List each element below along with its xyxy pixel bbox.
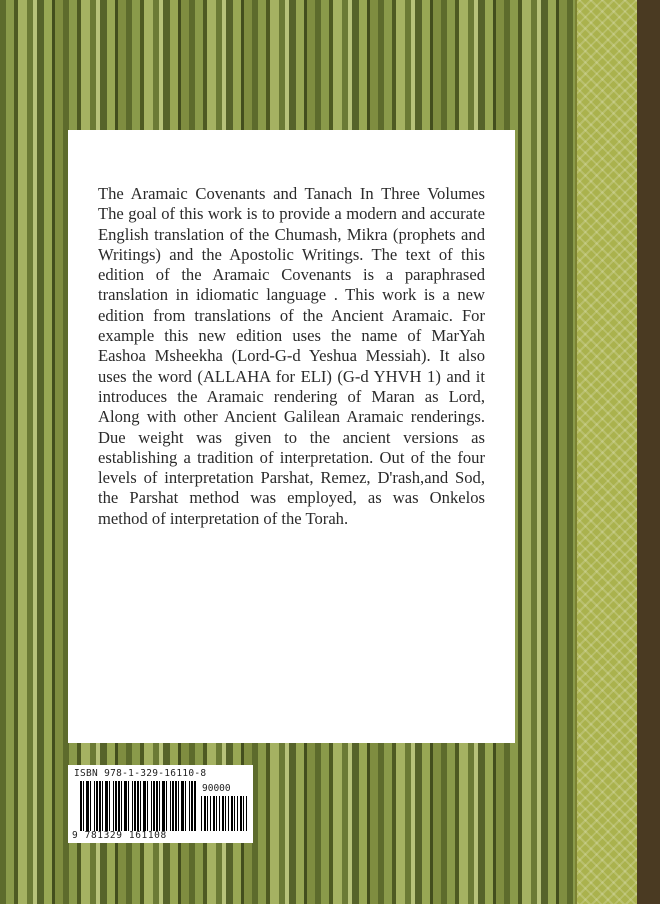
price-code: 90000 [202,783,231,794]
back-cover-blurb: The Aramaic Covenants and Tanach In Three Volumes The goal of this work is to provide a modern and accurate English translation of the Chumash, Mikra (prophets and Writings) and the Apostolic Writings. The text of this edition of the Aramaic Covenants is a paraphrased translation in idiomatic language . This work is a new edition from translations of the Ancient Aramaic. For example this new edition uses the name of MarYah Eashoa Msheekha (Lord-G-d Yeshua Messiah). It also uses the word (ALLAHA for ELI) (G-d YHVH 1) and it introduces the Aramaic rendering of Maran as Lord, Along with other Ancient Galilean Aramaic renderings. Due weight was given to the ancient versions as establishing a tradition of interpretation. Out of the four levels of interpretation Parshat, Remez, D'rash,and Sod, the Parshat method was employed, as was Onkelos method of interpretation of the Torah. [98,184,485,528]
book-edge [637,0,660,904]
barcode-bars [80,781,196,831]
barcode-digits: 9 781329 161108 [72,830,167,841]
book-spine [575,0,639,904]
isbn-barcode [68,765,253,843]
isbn-label: ISBN 978-1-329-16110-8 [74,768,207,779]
text-panel [68,130,515,743]
barcode-addon-bars [201,796,247,831]
